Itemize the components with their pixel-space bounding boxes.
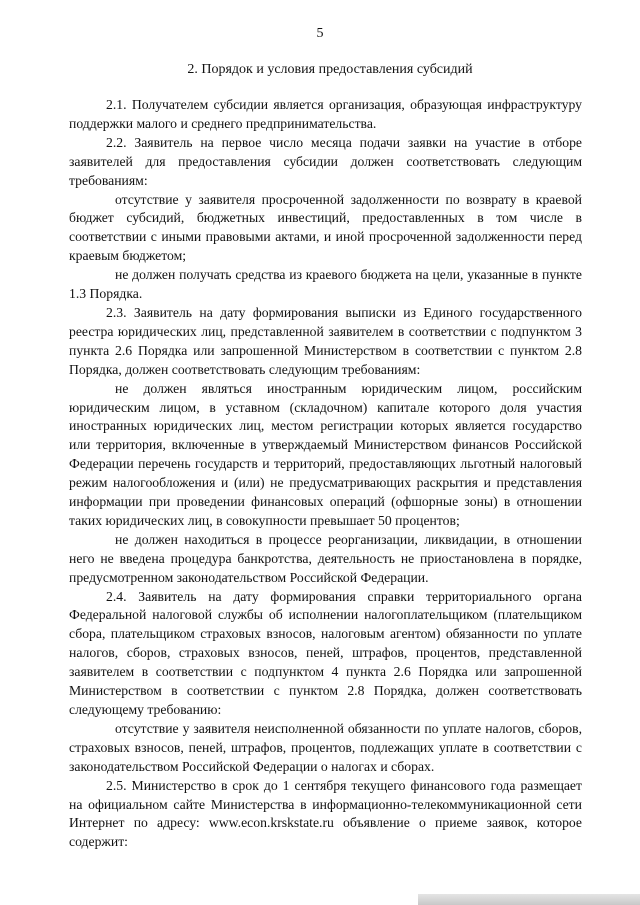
paragraph-2-2: 2.2. Заявитель на первое число месяца подачи заявки на участие в отборе заявителей для предоставления субсидии должен соответствовать следующим требованиям: [69,134,582,188]
paragraph-2-5: 2.5. Министерство в срок до 1 сентября текущего финансового года размещает на официальном сайте Министерства в информационно-телекоммуникационной сети Интернет по адресу: www.econ.krskstate.ru объявление о приеме заявок, которое содержит: [69,777,582,850]
scan-shadow [418,894,640,905]
page-number: 5 [316,26,324,41]
paragraph-2-1: 2.1. Получателем субсидии является организация, образующая инфраструктуру поддержки малого и среднего предпринимательства. [69,97,582,131]
paragraph-2-2-requirement-1: отсутствие у заявителя просроченной задолженности по возврату в краевой бюджет субсидий, бюджетных инвестиций, предоставленных в том числе в соответствии с иными правовыми актами, и иной просроченной задолженности перед краевым бюджетом; [69,191,582,264]
paragraph-2-2-requirement-2: не должен получать средства из краевого бюджета на цели, указанные в пункте 1.3 Порядка. [69,267,582,302]
section-title: 2. Порядок и условия предоставления субсидий [187,62,473,77]
paragraph-2-4-requirement: отсутствие у заявителя неисполненной обязанности по уплате налогов, сборов, страховых взносов, пеней, штрафов, процентов, подлежащих уплате в соответствии с законодательством Российской Федерации о налогах и сборах. [69,720,582,774]
paragraph-2-4: 2.4. Заявитель на дату формирования справки территориального органа Федеральной налоговой службы об исполнении налогоплательщиком (плательщиком сбора, плательщиком страховых взносов, налоговым агентом) обязанности по уплате налогов, сборов, страховых взносов, пеней, штрафов, процентов, представленной заявителем в соответствии с подпунктом 4 пункта 2.6 Порядка или запрошенной Министерством в соответствии с пунктом 2.8 Порядка, должен соответствовать следующему требованию: [69,588,582,717]
paragraph-2-3-requirement-1: не должен являться иностранным юридическим лицом, российским юридическим лицом, в уставном (складочном) капитале которого доля участия иностранных юридических лиц, местом регистрации которых является государство или территория, включенные в утверждаемый Министерством финансов Российской Федерации перечень государств и территорий, предоставляющих льготный налоговый режим налогообложения и (или) не предусматривающих раскрытия и представления информации при проведении финансовых операций (офшорные зоны) в отношении таких юридических лиц, в совокупности превышает 50 процентов; [69,380,582,528]
document-body [69,96,582,852]
paragraph-2-3: 2.3. Заявитель на дату формирования выписки из Единого государственного реестра юридических лиц, представленной заявителем в соответствии с подпунктом 3 пункта 2.6 Порядка или запрошенной Министерством в соответствии с пунктом 2.8 Порядка, должен соответствовать следующим требованиям: [69,304,582,377]
paragraph-2-3-requirement-2: не должен находиться в процессе реорганизации, ликвидации, в отношении него не введена процедура банкротства, деятельность не приостановлена в порядке, предусмотренном законодательством Российской Федерации. [69,531,582,585]
